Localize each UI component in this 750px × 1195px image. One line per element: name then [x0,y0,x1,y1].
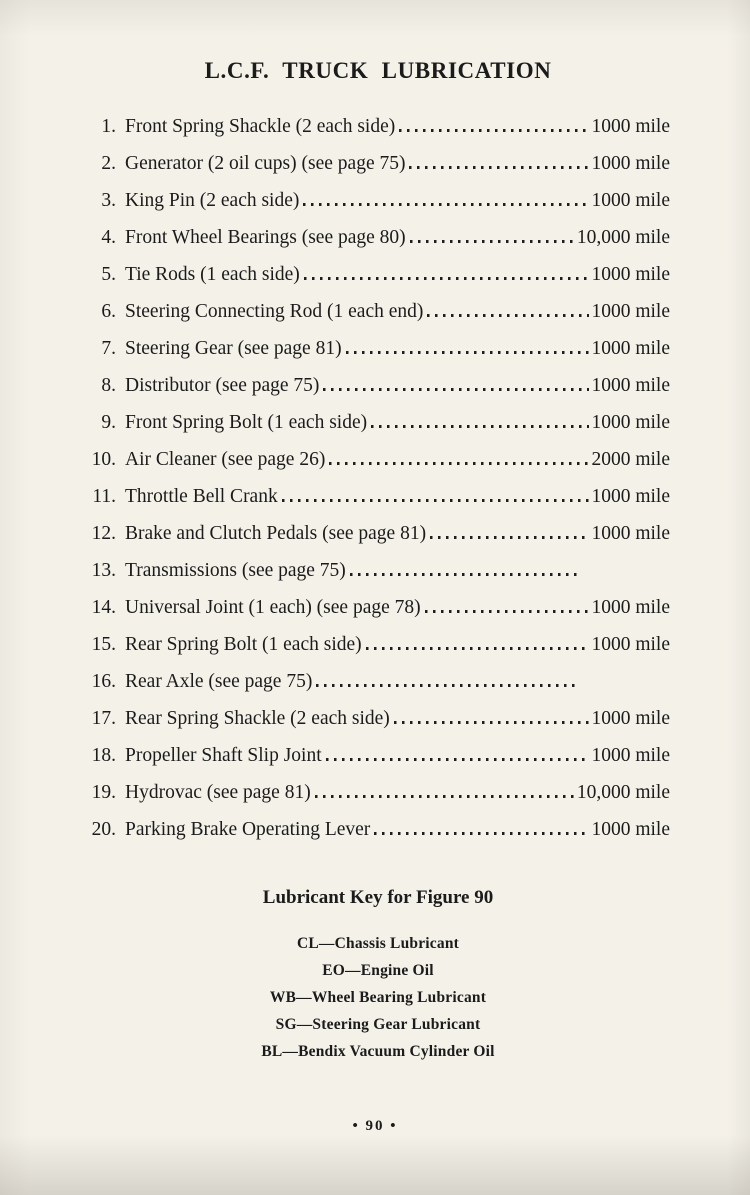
item-interval: 1000 mile [591,634,670,655]
list-item [86,301,670,323]
list-item [86,338,670,360]
item-name: King Pin (2 each side) [125,190,300,211]
list-item [86,819,670,841]
dot-leader [394,721,590,724]
item-name: Transmissions (see page 75) [125,560,346,581]
item-name: Distributor (see page 75) [125,375,320,396]
dot-leader [303,203,589,206]
list-item [86,634,670,656]
page-number: • 90 • [352,1118,398,1134]
item-number: 15. [91,634,116,655]
list-item [86,227,670,249]
item-name: Steering Connecting Rod (1 each end) [125,301,424,322]
list-item [86,597,670,619]
item-name: Air Cleaner (see page 26) [125,449,326,470]
list-item [86,375,670,397]
item-interval: 1000 mile [591,486,670,507]
list-item [86,671,670,693]
list-item [86,560,670,582]
item-number: 14. [91,597,116,618]
item-number: 4. [101,227,116,248]
lubricant-key-entry: BL—Bendix Vacuum Cylinder Oil [261,1043,495,1060]
item-number: 18. [91,745,116,766]
dot-leader [304,277,590,280]
item-interval: 10,000 mile [576,227,670,248]
dot-leader [316,684,578,687]
list-item [86,486,670,508]
dot-leader [350,573,578,576]
lubricant-key-title: Lubricant Key for Figure 90 [262,887,494,908]
dot-leader [399,129,589,132]
item-number: 2. [101,153,116,174]
item-name: Rear Axle (see page 75) [125,671,313,692]
dot-leader [409,166,589,169]
dot-leader [323,388,589,391]
lubricant-key-list [86,935,670,1061]
lubricant-key-entry: WB—Wheel Bearing Lubricant [269,989,487,1006]
lubricant-key-entry: CL—Chassis Lubricant [296,935,460,952]
list-item [86,116,670,138]
item-number: 12. [91,523,116,544]
item-interval: 1000 mile [591,301,670,322]
dot-leader [315,795,575,798]
list-item [86,190,670,212]
item-interval: 1000 mile [591,375,670,396]
dot-leader [410,240,575,243]
dot-leader [374,832,589,835]
item-number: 1. [101,116,116,137]
item-number: 10. [91,449,116,470]
item-name: Rear Spring Shackle (2 each side) [125,708,390,729]
dot-leader [366,647,590,650]
item-name: Throttle Bell Crank [125,486,278,507]
item-number: 13. [91,560,116,581]
list-item [86,745,670,767]
item-interval: 1000 mile [591,338,670,359]
item-interval: 1000 mile [591,116,670,137]
item-name: Rear Spring Bolt (1 each side) [125,634,362,655]
item-name: Front Spring Bolt (1 each side) [125,412,368,433]
list-item [86,264,670,286]
dot-leader [425,610,590,613]
item-interval: 1000 mile [591,819,670,840]
item-interval: 1000 mile [591,745,670,766]
item-interval: 2000 mile [591,449,670,470]
page-title: L.C.F. TRUCK LUBRICATION [204,58,552,83]
lubricant-key-section [86,887,670,1061]
list-item [86,153,670,175]
dot-leader [427,314,589,317]
dot-leader [329,462,589,465]
item-number: 9. [101,412,116,433]
item-name: Hydrovac (see page 81) [125,782,311,803]
item-interval: 1000 mile [591,523,670,544]
item-interval: 1000 mile [591,264,670,285]
item-name: Universal Joint (1 each) (see page 78) [125,597,421,618]
list-item [86,523,670,545]
dot-leader [326,758,590,761]
dot-leader [371,425,589,428]
list-item [86,708,670,730]
dot-leader [430,536,589,539]
list-item [86,449,670,471]
lubricant-key-entry: SG—Steering Gear Lubricant [275,1016,481,1033]
item-number: 19. [91,782,116,803]
item-name: Front Wheel Bearings (see page 80) [125,227,406,248]
list-item [86,412,670,434]
dot-leader [346,351,590,354]
item-interval: 1000 mile [591,708,670,729]
item-name: Propeller Shaft Slip Joint [125,745,322,766]
item-interval: 1000 mile [591,153,670,174]
item-interval: 1000 mile [591,190,670,211]
item-number: 17. [91,708,116,729]
item-name: Front Spring Shackle (2 each side) [125,116,396,137]
item-number: 5. [101,264,116,285]
item-interval: 10,000 mile [576,782,670,803]
item-number: 8. [101,375,116,396]
item-number: 6. [101,301,116,322]
item-number: 11. [92,486,116,507]
item-interval: 1000 mile [591,597,670,618]
item-name: Tie Rods (1 each side) [125,264,300,285]
item-number: 7. [101,338,116,359]
item-interval: 1000 mile [591,412,670,433]
dot-leader [282,499,590,502]
lubricant-key-entry: EO—Engine Oil [322,962,434,979]
item-name: Parking Brake Operating Lever [125,819,371,840]
item-number: 16. [91,671,116,692]
item-number: 20. [91,819,116,840]
list-item [86,782,670,804]
item-name: Brake and Clutch Pedals (see page 81) [125,523,427,544]
item-name: Steering Gear (see page 81) [125,338,342,359]
item-name: Generator (2 oil cups) (see page 75) [125,153,406,174]
lubrication-list [86,116,670,841]
item-number: 3. [101,190,116,211]
